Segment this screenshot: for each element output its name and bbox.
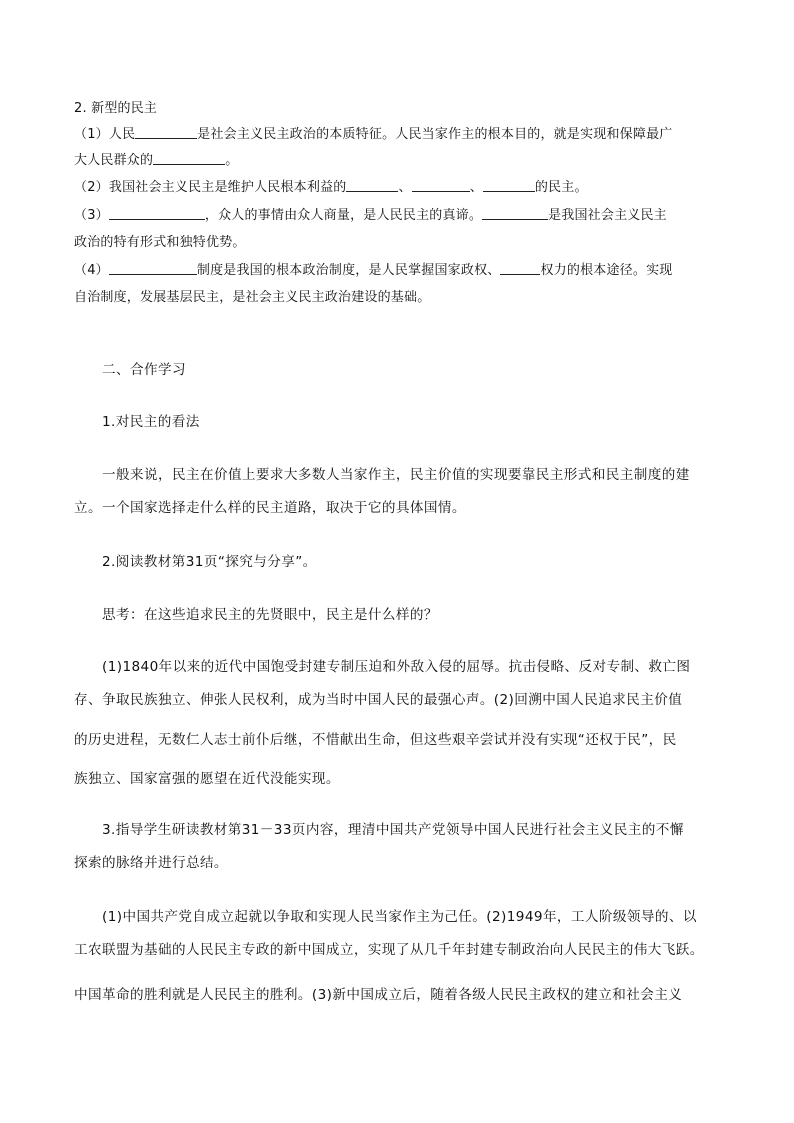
item-4-prefix: （4） xyxy=(74,263,109,278)
blank-field[interactable] xyxy=(346,179,398,192)
item-1-text-2: 大人民群众的 xyxy=(74,153,154,168)
item-4-line-1 xyxy=(74,259,673,278)
item-2-line xyxy=(74,176,588,195)
blank-field[interactable] xyxy=(135,126,197,139)
paragraph-line: 存、争取民族独立、伸张人民权利，成为当时中国人民的最强心声。(2)回溯中国人民追求民主价值 xyxy=(74,692,683,708)
item-1-end: 。 xyxy=(225,153,239,168)
item-1-prefix: （1）人民 xyxy=(74,127,136,142)
paragraph-line: (1)中国共产党自成立起就以争取和实现人民当家作主为己任。(2)1949年，工人阶级领导的、以 xyxy=(102,909,697,925)
item-3-text-2: 是我国社会主义民主 xyxy=(548,208,667,223)
paragraph-line: 工农联盟为基础的人民民主专政的新中国成立，实现了从几千年封建专制政治向人民民主的伟大飞跃。 xyxy=(74,942,704,958)
blank-field[interactable] xyxy=(482,207,548,220)
question-text: 思考：在这些追求民主的先贤眼中，民主是什么样的？ xyxy=(102,607,438,623)
item-1-line-2 xyxy=(74,149,238,168)
subsection-title: 1.对民主的看法 xyxy=(102,414,200,430)
paragraph-line: 族独立、国家富强的愿望在近代没能实现。 xyxy=(74,771,340,787)
item-2-text: （2）我国社会主义民主是维护人民根本利益的 xyxy=(74,180,347,195)
paragraph-line: 的历史进程，无数仁人志士前仆后继，不惜献出生命，但这些艰辛尝试并没有实现“还权于民”，民 xyxy=(74,732,677,748)
item-4-text-2: 权力的根本途径。实现 xyxy=(540,263,673,278)
blank-field[interactable] xyxy=(109,207,205,220)
blank-field[interactable] xyxy=(153,152,225,165)
separator: 、 xyxy=(469,180,483,195)
item-4-text: 制度是我国的根本政治制度，是人民掌握国家政权、 xyxy=(196,263,501,278)
separator: 、 xyxy=(398,180,412,195)
paragraph-line: 中国革命的胜利就是人民民主的胜利。(3)新中国成立后，随着各级人民民主政权的建立和社会主义 xyxy=(74,987,683,1003)
item-1-line-1 xyxy=(74,123,672,142)
blank-field[interactable] xyxy=(483,179,535,192)
item-3-line-2: 政治的特有形式和独特优势。 xyxy=(74,235,246,250)
blank-field[interactable] xyxy=(500,262,540,275)
section-heading: 二、合作学习 xyxy=(102,362,186,378)
paragraph-line: 立。一个国家选择走什么样的民主道路，取决于它的具体国情。 xyxy=(74,500,466,516)
item-2-end: 的民主。 xyxy=(534,180,588,195)
subsection-title: 2.阅读教材第31页“探究与分享”。 xyxy=(102,554,317,570)
subsection-title: 3.指导学生研读教材第31－33页内容，理清中国共产党领导中国人民进行社会主义民主的不懈 xyxy=(102,822,684,838)
subsection-title: 探索的脉络并进行总结。 xyxy=(74,855,228,871)
item-3-line-1 xyxy=(74,204,667,223)
section-heading: 2. 新型的民主 xyxy=(74,101,158,116)
blank-field[interactable] xyxy=(412,179,470,192)
item-3-prefix: （3） xyxy=(74,208,109,223)
paragraph-line: (1)1840年以来的近代中国饱受封建专制压迫和外敌入侵的屈辱。抗击侵略、反对专制、救亡图 xyxy=(102,659,691,675)
item-4-line-2: 自治制度，发展基层民主，是社会主义民主政治建设的基础。 xyxy=(74,290,431,305)
blank-field[interactable] xyxy=(109,262,197,275)
item-1-text: 是社会主义民主政治的本质特征。人民当家作主的根本目的，就是实现和保障最广 xyxy=(197,127,673,142)
item-3-text: ，众人的事情由众人商量，是人民民主的真谛。 xyxy=(204,208,483,223)
paragraph-line: 一般来说，民主在价值上要求大多数人当家作主，民主价值的实现要靠民主形式和民主制度的建 xyxy=(102,467,690,483)
